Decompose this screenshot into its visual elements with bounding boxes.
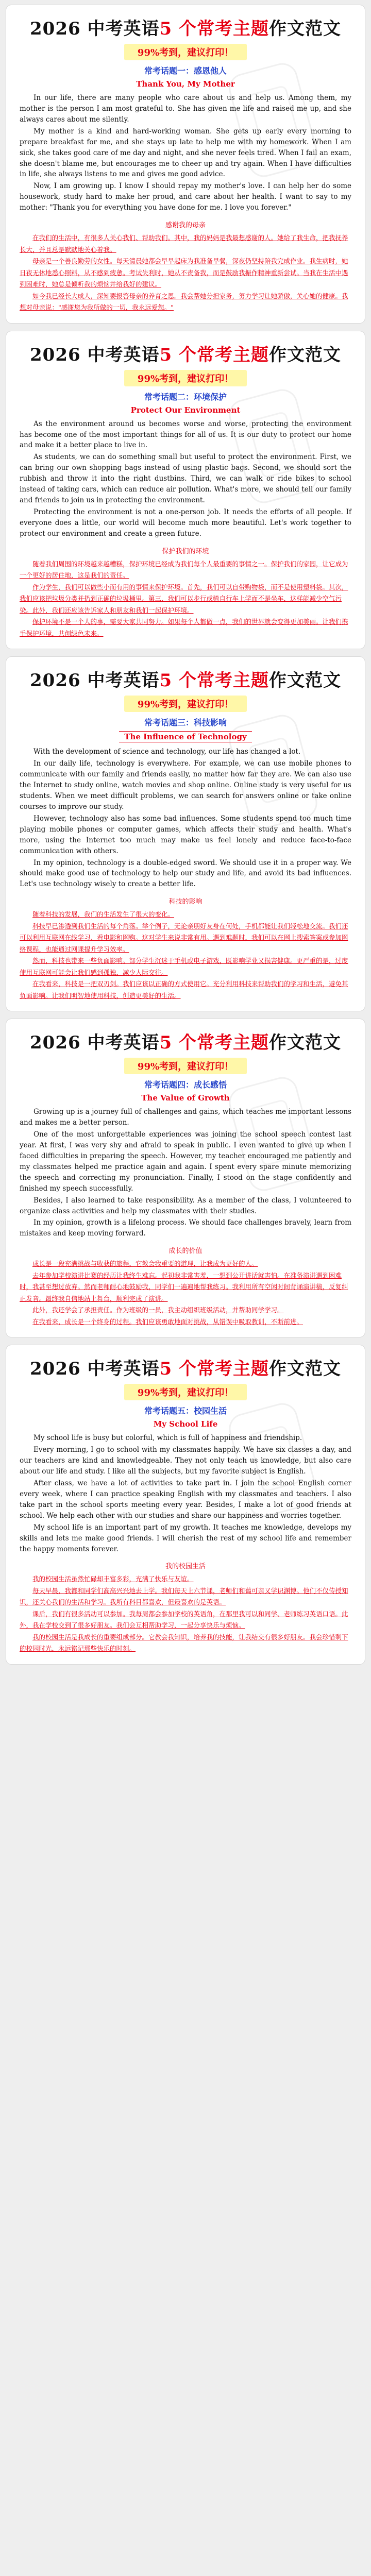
topic-label: 常考话题二：环境保护 (144, 392, 227, 402)
print-badge: 99%考到，建议打印！ (124, 370, 247, 386)
chinese-title: 感谢我的母亲 (165, 222, 206, 230)
print-badge: 99%考到，建议打印！ (124, 1384, 247, 1400)
topic-label: 常考话题五：校园生活 (144, 1406, 227, 1416)
card-title: 2026 中考英语5 个常考主题作文范文 (30, 1032, 341, 1054)
topic-label: 常考话题四：成长感悟 (144, 1080, 227, 1090)
print-badge: 99%考到，建议打印！ (124, 1058, 247, 1074)
card-title: 2026 中考英语5 个常考主题作文范文 (30, 19, 341, 39)
chinese-body: 成长是一段充满挑战与收获的旅程，它教会我重要的道理，让我成为更好的人。 去年参加学校演讲比赛的经历让我终生难忘。起初我非常害羞，一想到公开讲话就害怕。在准备演讲遇到困难时，我甚至想过放弃。然而老师耐心地鼓励我，同学们一遍遍地帮我练习。我利用所有空闲时间背诵演讲稿，反复纠正发音。最终我自信地站上舞台，顺利完成了演讲。 此外，我还学会了承担责任。作为班级的一员，我主动组织班级活动，并帮助同学学习。 在我看来，成长是一个终身的过程。我们应该勇敢地面对挑战，从错误中吸取教训，不断前进。 (20, 1260, 348, 1326)
chinese-body: 在我们的生活中，有很多人关心我们、帮助我们。其中，我的妈妈是我最想感谢的人。她给了我生命，把我抚养长大，并且总是默默地关心着我。 母亲是一个善良勤劳的女性。每天清晨她都会早早起床为我准备早餐，深夜仍坚持陪我完成作业。我生病时，她日夜无休地悉心照料，从不感到疲惫。考试失利时，她从不责备我，而是鼓励我振作精神重新尝试。当我在生活中遇到困难时，她总是倾听我的烦恼并给我好的建议。 如今我已经长大成人，深知要报答母亲的养育之恩。我会帮她分担家务，努力学习让她骄傲，关心她的健康。我想对母亲说："感谢您为我所做的一切，我永远爱您。" (20, 234, 348, 312)
chinese-title: 成长的价值 (168, 1247, 203, 1256)
english-title: The Influence of Technology (20, 731, 351, 742)
english-body: As the environment around us becomes worse and worse, protecting the environment has become one of the most important things for all of us. It is our duty to protect our home and make it a better place to live in. As students, we can do something small but useful to protect the environment. First, we can bring our own shopping bags instead of using plastic bags. Second, we should sort the rubbish and throw it into the right dustbins. Third, we can walk or ride bikes to school instead of taking cars, which can reduce air pollution. What's more, we should tell our family and friends to join us in protecting the environment. Protecting the environment is not a one-person job. It needs the efforts of all people. If everyone does a little, our world will become much more beautiful. Let's work together to protect our environment and create a green future. (20, 419, 351, 538)
english-body: My school life is busy but colorful, which is full of happiness and friendship. Every morning, I go to school with my classmates happily. We have six classes a day, and our teachers are kind and knowledgeable. They not only teach us knowledge, but also care about our life and study. I like all the subjects, but my favorite subject is English. After class, we have a lot of activities to take part in. I join the school English corner every week, where I can practice speaking English with my classmates and teachers. I also take part in the school sports meeting every year. Besides, I make a lot of good friends at school. We help each other with our studies and share our happiness and worries together. My school life is an important part of my growth. It teaches me knowledge, develops my skills and lets me make good friends. I will cherish the rest of my school life and remember the happy moments forever. (20, 1434, 351, 1553)
chinese-body: 随着科技的发展，我们的生活发生了很大的变化。 科技早已渗透到我们生活的每个角落。举个例子，无论亲朋好友身在何处，手机都能让我们轻松地交流。我们还可以利用互联网在线学习、看电影和网购。这对学生来说非常有用。遇到难题时，我们可以在网上搜索答案或参加网络课程，也能通过网课提升学习效率。 然而，科技也带来一些负面影响。部分学生沉迷于手机或电子游戏，既影响学业又损害健康。更严重的是，过度使用互联网可能会让我们感到孤独，减少人际交往。 在我看来，科技是一把双刃剑。我们应该以正确的方式使用它。充分利用科技来帮助我们的学习和生活，避免其负面影响。让我们明智地使用科技，创造更美好的生活。 (20, 910, 348, 999)
english-title: The Value of Growth (141, 1093, 230, 1103)
card-title: 2026 中考英语5 个常考主题作文范文 (30, 670, 341, 691)
essay-card-4 (6, 1019, 365, 1337)
english-body: Growing up is a journey full of challenges and gains, which teaches me important lessons and makes me a better person. One of the most unforgettable experiences was joining the school speech contest last year. At first, I was very shy and afraid to speak in public. I even wanted to give up when I faced difficulties in preparing the speech. However, my teacher encouraged me patiently and my classmates helped me practice again and again. I spent every spare minute memorizing the speech and correcting my pronunciation. Finally, I stood on the stage confidently and finished my speech successfully. Besides, I also learned to take responsibility. As a member of the class, I volunteered to organize class activities and help my classmates with their studies. In my opinion, growth is a lifelong process. We should face challenges bravely, learn from mistakes and keep moving forward. (20, 1108, 351, 1238)
chinese-body: 随着我们周围的环境越来越糟糕，保护环境已经成为我们每个人最重要的事情之一。保护我们的家园，让它成为一个更好的居住地，这是我们的责任。 作为学生，我们可以做些小而有用的事情来保护环境。首先，我们可以自带购物袋，而不是使用塑料袋。其次，我们应该把垃圾分类并扔到正确的垃圾桶里。第三，我们可以步行或骑自行车上学而不是坐车，这样能减少空气污染。此外，我们还应该告诉家人和朋友和我们一起保护环境。 保护环境不是一个人的事，需要大家共同努力。如果每个人都做一点，我们的世界就会变得更加美丽。让我们携手保护环境，共创绿色未来。 (20, 560, 348, 637)
chinese-title: 我的校园生活 (165, 1563, 206, 1571)
print-badge: 99%考到，建议打印！ (124, 696, 247, 712)
print-badge: 99%考到，建议打印！ (124, 44, 247, 60)
english-body: In our life, there are many people who care about us and help us. Among them, my mother is the person I am most grateful to. She has given me life and raised me up, and she always cares about me silently. My mother is a kind and hard-working woman. She gets up early every morning to prepare breakfast for me, and she stays up late to help me with my homework. When I am sick, she takes good care of me day and night, and she never feels tired. When I fail an exam, she doesn't blame me, but encourages me to cheer up and try again. When I have difficulties in life, she always listens to me and gives me good advice. Now, I am growing up. I know I should repay my mother's love. I can help her do some housework, study hard to make her proud, and care about her health. I want to say to my mother: "Thank you for everything you have done for me. I love you forever." (20, 94, 351, 212)
english-title: My School Life (153, 1419, 218, 1429)
topic-label: 常考话题一：感恩他人 (144, 66, 227, 76)
essay-card-5 (6, 1345, 365, 1664)
card-title: 2026 中考英语5 个常考主题作文范文 (30, 1359, 341, 1380)
english-body: With the development of science and technology, our life has changed a lot. In our daily life, technology is everywhere. For example, we can use mobile phones to communicate with our family and friends easily, no matter how far they are. We can also use the Internet to study online, watch movies and shop online. Online study is very useful for us students. When we meet difficult problems, we can search for answers online or take online courses to improve our study. However, technology also has some bad influences. Some students spend too much time playing mobile phones or computer games, which affects their study and health. What's more, using the Internet too much may make us feel lonely and reduce face-to-face communication with others. In my opinion, technology is a double-edged sword. We should use it in a proper way. We should make good use of technology to help our study and life, and avoid its bad influences. Let's use technology wisely to create a better life. (20, 748, 351, 889)
essay-card-3 (6, 657, 365, 1011)
chinese-body: 我的校园生活虽然忙碌却丰富多彩，充满了快乐与友谊。 每天早晨，我都和同学们高高兴兴地去上学。我们每天上六节课，老师们和蔼可亲又学识渊博。他们不仅传授知识，还关心我们的生活和学习。我所有科目都喜欢，但最喜欢的是英语。 课后，我们有很多活动可以参加。我每周都会参加学校的英语角，在那里我可以和同学、老师练习英语口语。此外，我在学校交到了很多好朋友。我们会互相帮助学习，一起分享快乐与烦恼。 我的校园生活是我成长的重要组成部分。它教会我知识，培养我的技能，让我结交有很多好朋友。我会珍惜剩下的校园时光，永远铭记那些快乐的时刻。 (20, 1575, 348, 1653)
card-title: 2026 中考英语5 个常考主题作文范文 (30, 344, 341, 365)
english-title: Protect Our Environment (130, 405, 241, 415)
essay-card-1 (6, 5, 365, 323)
chinese-title: 保护我们的环境 (162, 547, 209, 555)
topic-label: 常考话题三：科技影响 (144, 718, 227, 728)
english-title: Thank You, My Mother (136, 79, 235, 89)
essay-card-2 (6, 331, 365, 649)
chinese-title: 科技的影响 (168, 898, 203, 906)
